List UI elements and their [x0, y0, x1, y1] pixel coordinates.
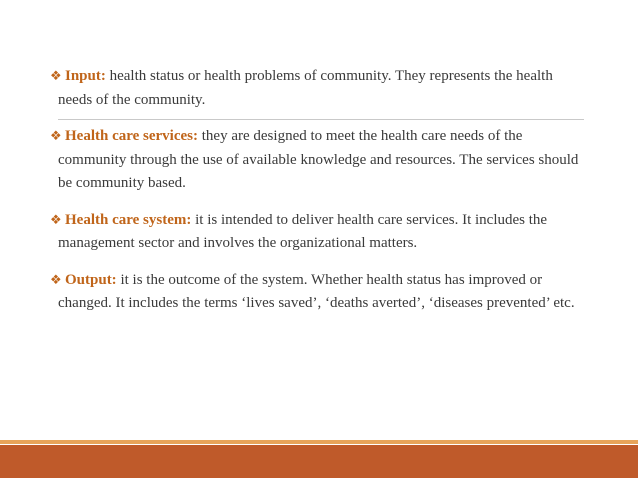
divider-line — [58, 119, 584, 120]
term-health-care-system: Health care system: — [65, 211, 192, 228]
list-item-input — [50, 64, 590, 112]
description-health-care-services: they are designed to meet the health care needs of the community through the use of available knowledge and resources. The services should be community based. — [58, 128, 579, 191]
bullet-list — [50, 64, 590, 328]
diamond-bullet-icon: ❖ — [50, 211, 62, 227]
diamond-bullet-icon: ❖ — [50, 128, 62, 143]
term-input: Input: — [65, 68, 106, 84]
list-item-health-care-system — [50, 208, 590, 256]
footer-accent-line — [0, 440, 638, 444]
list-item-output — [50, 268, 590, 316]
diamond-bullet-icon: ❖ — [50, 68, 62, 83]
list-item-health-care-services — [50, 124, 590, 196]
description-input: health status or health problems of community. They represents the health needs of the community. — [58, 68, 553, 108]
term-output: Output: — [65, 271, 117, 288]
description-health-care-system: it is intended to deliver health care services. It includes the management sector and involves the organizational matters. — [58, 211, 548, 251]
term-health-care-services: Health care services: — [65, 128, 199, 144]
footer-bar — [0, 445, 638, 478]
description-output: it is the outcome of the system. Whether health status has improved or changed. It includes the terms ‘lives saved’, ‘deaths averted’, ‘diseases prevented’ etc. — [58, 271, 575, 311]
diamond-bullet-icon: ❖ — [50, 271, 62, 287]
